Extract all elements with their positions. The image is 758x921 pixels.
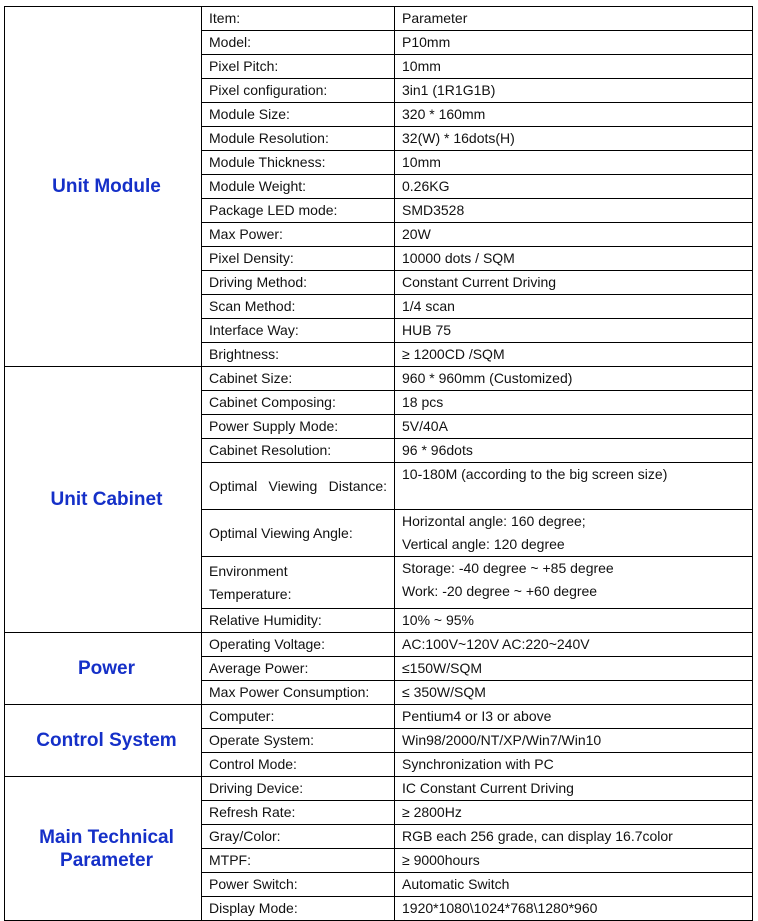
param-value: Win98/2000/NT/XP/Win7/Win10	[395, 729, 753, 753]
item-label: Model:	[202, 31, 395, 55]
item-label: Module Thickness:	[202, 151, 395, 175]
item-label: Pixel Density:	[202, 247, 395, 271]
item-label: Package LED mode:	[202, 199, 395, 223]
param-value: Parameter	[395, 7, 753, 31]
spec-table	[4, 6, 753, 921]
item-label	[202, 557, 395, 609]
table-row	[5, 633, 753, 657]
item-label: Pixel Pitch:	[202, 55, 395, 79]
item-label: Cabinet Resolution:	[202, 439, 395, 463]
item-label: Module Resolution:	[202, 127, 395, 151]
item-label: Module Weight:	[202, 175, 395, 199]
item-label: Optimal Viewing Angle:	[202, 510, 395, 557]
param-value: P10mm	[395, 31, 753, 55]
param-value: ≤ 350W/SQM	[395, 681, 753, 705]
param-value: 10000 dots / SQM	[395, 247, 753, 271]
item-label: Operate System:	[202, 729, 395, 753]
param-value: 10mm	[395, 55, 753, 79]
param-value: 320 * 160mm	[395, 103, 753, 127]
item-label: Power Switch:	[202, 873, 395, 897]
param-value: Constant Current Driving	[395, 271, 753, 295]
group-title-line: Parameter	[60, 849, 153, 871]
param-value: 5V/40A	[395, 415, 753, 439]
param-value: 960 * 960mm (Customized)	[395, 367, 753, 391]
param-value: ≤150W/SQM	[395, 657, 753, 681]
item-label: Item:	[202, 7, 395, 31]
group-main-technical-parameter	[5, 777, 202, 921]
item-line: Temperature:	[209, 585, 292, 602]
param-value: 0.26KG	[395, 175, 753, 199]
item-label: Interface Way:	[202, 319, 395, 343]
item-line: Environment	[209, 562, 288, 579]
param-value: ≥ 1200CD /SQM	[395, 343, 753, 367]
item-label: Relative Humidity:	[202, 609, 395, 633]
param-value: Synchronization with PC	[395, 753, 753, 777]
param-value: HUB 75	[395, 319, 753, 343]
item-label: Refresh Rate:	[202, 801, 395, 825]
table-row	[5, 705, 753, 729]
group-title-line: Main Technical	[39, 826, 174, 848]
item-label: Optimal Viewing Distance:	[202, 463, 395, 510]
item-label: Pixel configuration:	[202, 79, 395, 103]
item-label: Cabinet Size:	[202, 367, 395, 391]
param-value: ≥ 9000hours	[395, 849, 753, 873]
item-label: Computer:	[202, 705, 395, 729]
param-value: 96 * 96dots	[395, 439, 753, 463]
group-unit-module: Unit Module	[5, 7, 202, 367]
param-value: 32(W) * 16dots(H)	[395, 127, 753, 151]
param-line: Vertical angle: 120 degree	[402, 536, 565, 552]
param-value: IC Constant Current Driving	[395, 777, 753, 801]
item-label: Operating Voltage:	[202, 633, 395, 657]
item-label: Driving Device:	[202, 777, 395, 801]
item-label: Brightness:	[202, 343, 395, 367]
group-unit-cabinet: Unit Cabinet	[5, 367, 202, 633]
param-value: RGB each 256 grade, can display 16.7color	[395, 825, 753, 849]
param-line: Storage: -40 degree ~ +85 degree	[402, 560, 614, 576]
item-label: Average Power:	[202, 657, 395, 681]
param-value: 1/4 scan	[395, 295, 753, 319]
item-label: MTPF:	[202, 849, 395, 873]
param-line: Horizontal angle: 160 degree;	[402, 513, 586, 529]
param-value: ≥ 2800Hz	[395, 801, 753, 825]
item-label: Control Mode:	[202, 753, 395, 777]
item-label: Max Power:	[202, 223, 395, 247]
param-value	[395, 557, 753, 609]
param-value: 10mm	[395, 151, 753, 175]
param-value: 18 pcs	[395, 391, 753, 415]
item-label: Module Size:	[202, 103, 395, 127]
param-value	[395, 510, 753, 557]
param-value: 3in1 (1R1G1B)	[395, 79, 753, 103]
item-label: Cabinet Composing:	[202, 391, 395, 415]
table-row	[5, 777, 753, 801]
param-line: Work: -20 degree ~ +60 degree	[402, 583, 598, 599]
param-value: Pentium4 or I3 or above	[395, 705, 753, 729]
group-power: Power	[5, 633, 202, 705]
group-control-system: Control System	[5, 705, 202, 777]
table-row	[5, 7, 753, 31]
item-label: Display Mode:	[202, 897, 395, 921]
param-value: 1920*1080\1024*768\1280*960	[395, 897, 753, 921]
item-label: Gray/Color:	[202, 825, 395, 849]
item-label: Driving Method:	[202, 271, 395, 295]
table-row	[5, 367, 753, 391]
param-value: SMD3528	[395, 199, 753, 223]
item-label: Max Power Consumption:	[202, 681, 395, 705]
param-value: Automatic Switch	[395, 873, 753, 897]
param-value: 20W	[395, 223, 753, 247]
item-label: Scan Method:	[202, 295, 395, 319]
item-label: Power Supply Mode:	[202, 415, 395, 439]
param-value: AC:100V~120V AC:220~240V	[395, 633, 753, 657]
param-value: 10-180M (according to the big screen size)	[395, 463, 753, 510]
param-value: 10% ~ 95%	[395, 609, 753, 633]
